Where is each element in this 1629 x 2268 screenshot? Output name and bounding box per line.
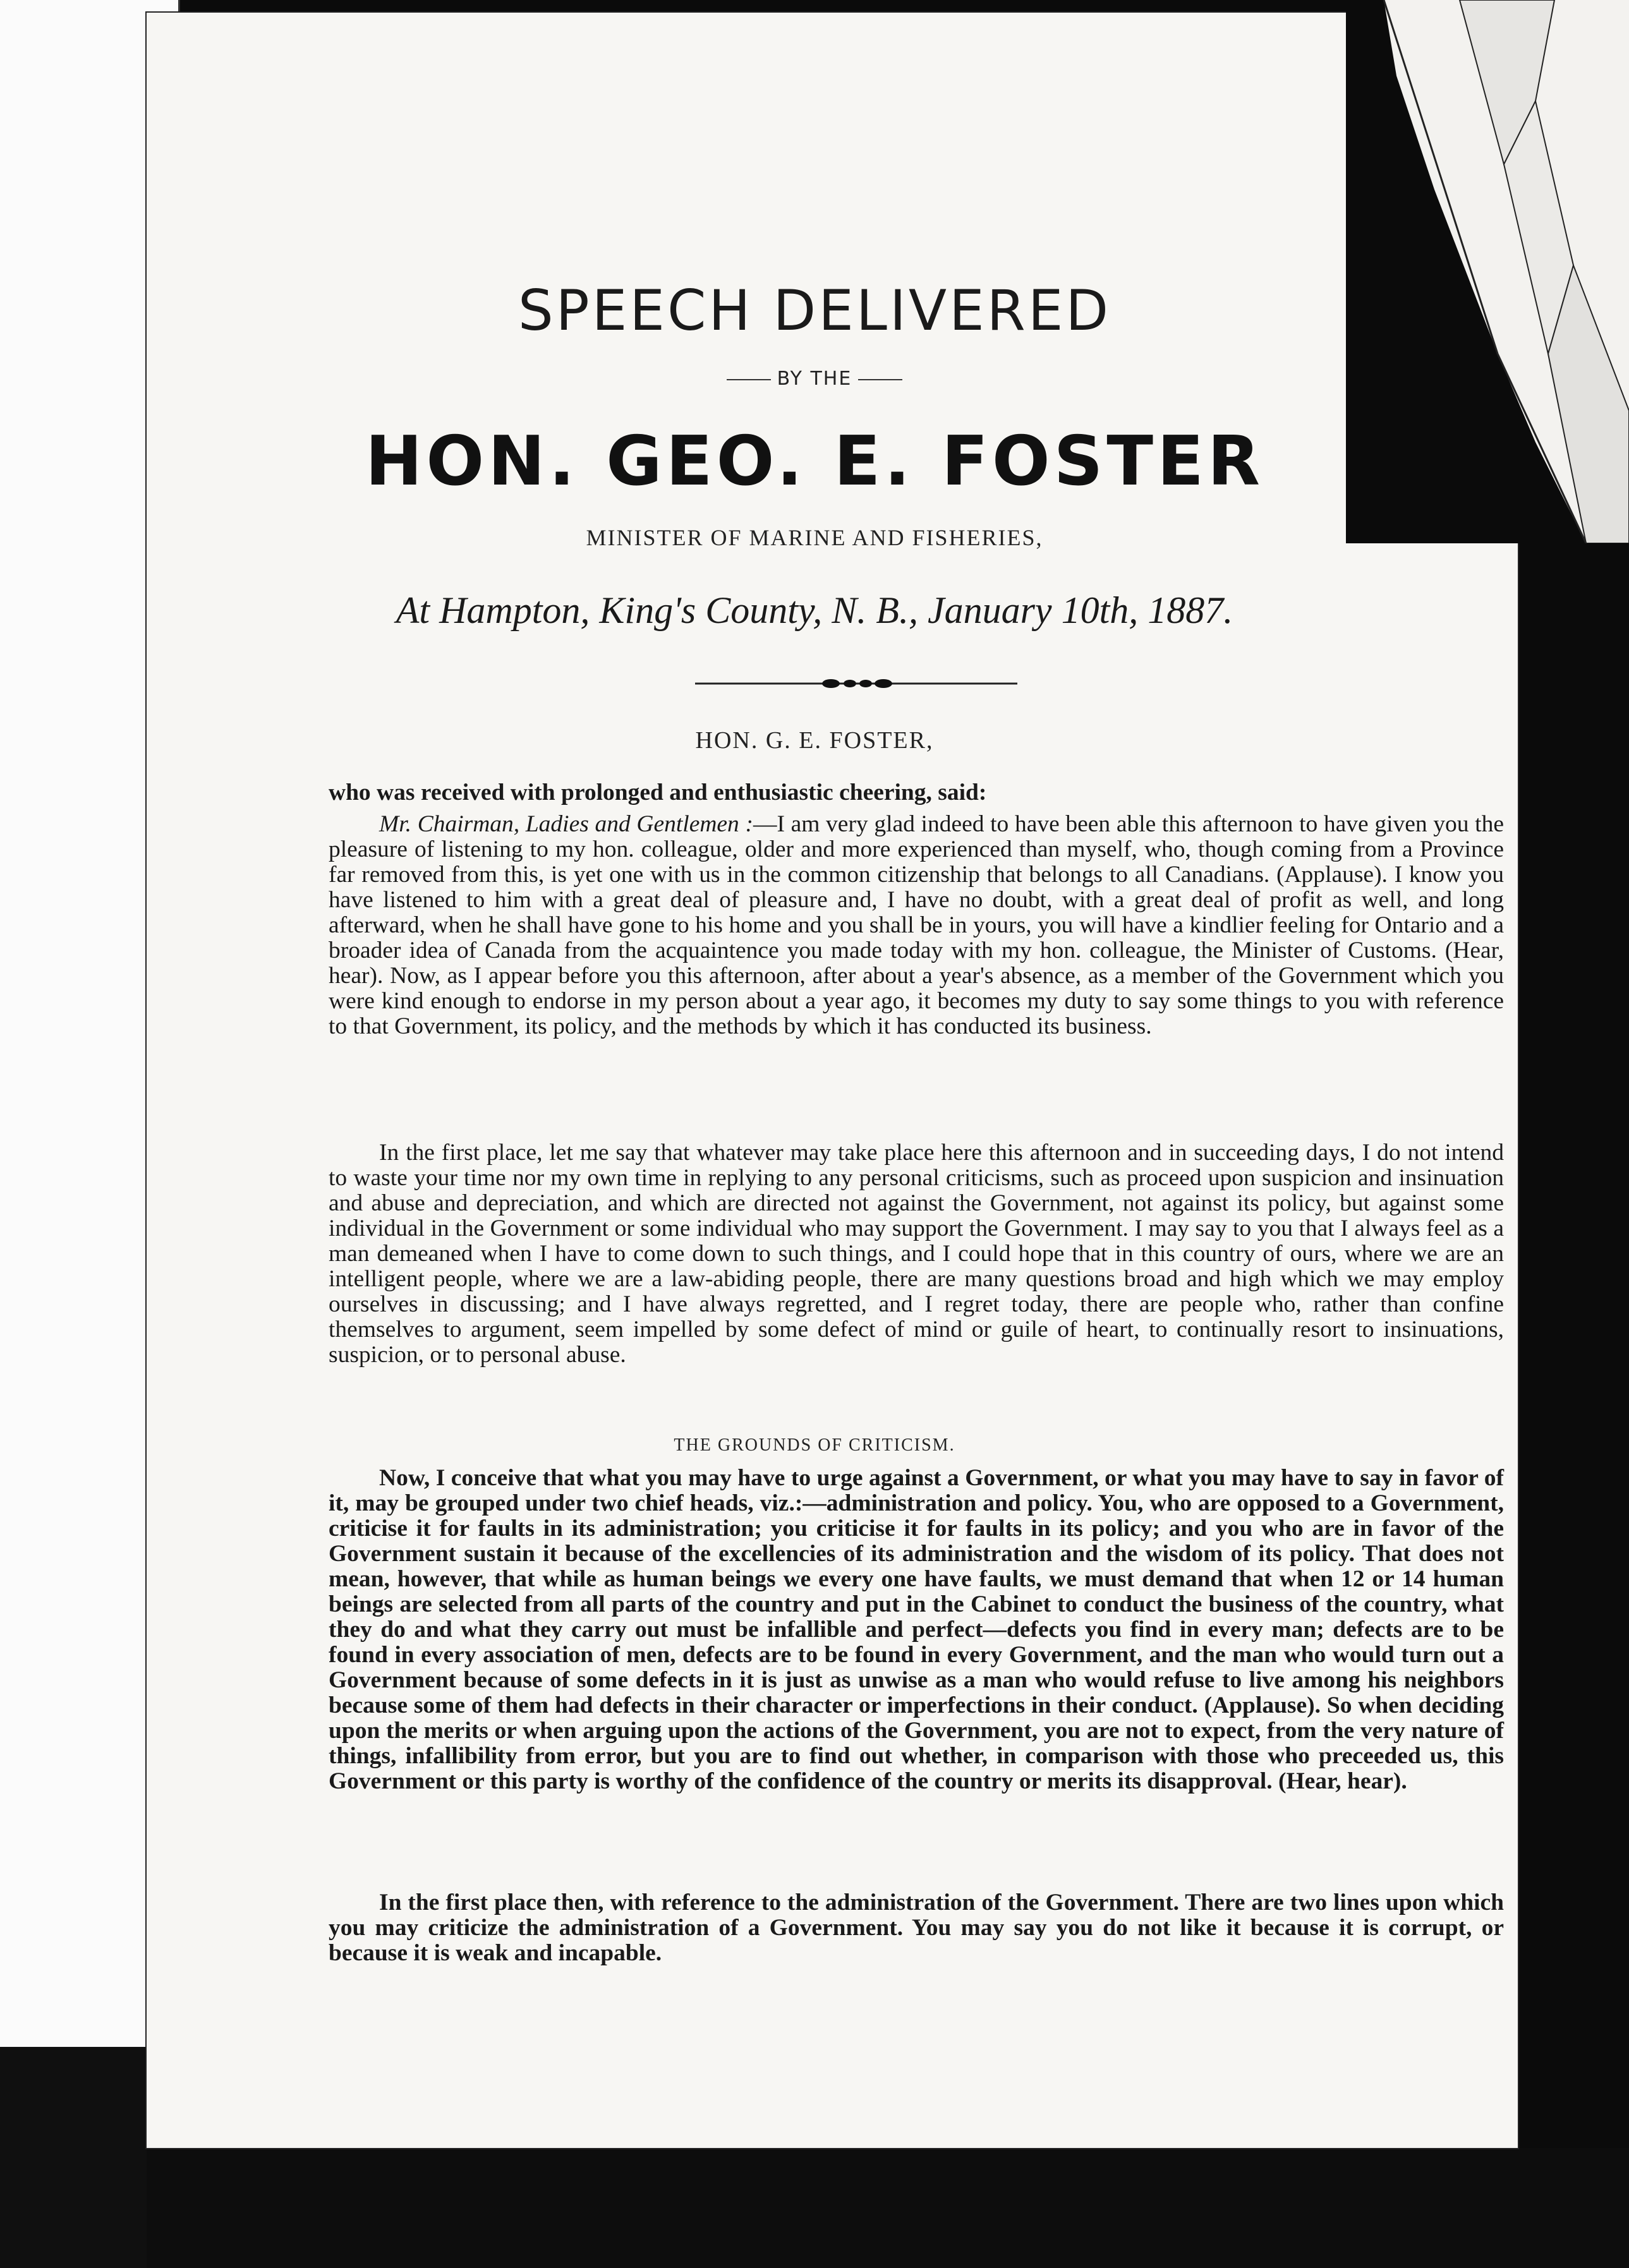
by-line-rule-right [858, 379, 902, 380]
paragraph-4: In the first place then, with reference to the administration of the Government. There are two lines upon which you may criticize the administration of a Government. You may say you do not like it because it is corrupt, or because it is weak and incapable. [329, 1890, 1504, 1966]
speaker-name: HON. GEO. E. FOSTER [365, 422, 1264, 501]
speaker-heading: HON. G. E. FOSTER, [695, 727, 934, 754]
ornament-divider-icon [695, 677, 1017, 690]
by-line-rule-left [727, 379, 771, 380]
document-title: SPEECH DELIVERED [518, 278, 1111, 343]
speech-occasion: At Hampton, King's County, N. B., January 10th, 1887. [396, 589, 1233, 631]
paragraph-3: Now, I conceive that what you may have to urge against a Government, or what you may have to say in favor of it, may be grouped under two chief heads, viz.:—administration and policy. You, who are opposed to a Government, criticise it for faults in its administration; you criticise it for faults in its policy; and you who are in favor of the Government sustain it because of the excellencies of its administration and the wisdom of its policy. That does not mean, however, that while as human beings we every one have faults, we must demand that when 12 or 14 human beings are selected from all parts of the country and put in the Cabinet to conduct the business of the country, what they do and what they carry out must be infallible and perfect—defects you find in every man; defects are to be found in every association of men, defects are to be found in every Government, and the man who would turn out a Government because of some defects in it is just as unwise as a man who would refuse to live among his neighbors because some of them had defects in their character or imperfections in their conduct. (Applause). So when deciding upon the merits or when arguing upon the actions of the Government, you are not to expect, from the very nature of things, infallibility from error, but you are to find out whether, in comparison with those who preceeded us, this Government or this party is worthy of the confidence of the country or merits its disapproval. (Hear, hear). [329, 1465, 1504, 1794]
by-line-text: BY THE [777, 368, 852, 390]
speaker-office: MINISTER OF MARINE AND FISHERIES, [586, 525, 1043, 550]
by-line [0, 368, 1629, 390]
paragraph-1 [329, 812, 1504, 1039]
paragraph-1-text: —I am very glad indeed to have been able this afternoon to have given you the pleasure of listening to my hon. colleague, older and more experienced than myself, who, though coming from a Province far removed from this, is yet one with us in the common citizenship that belongs to all Canadians. (Applause). I know you have listened to him with a great deal of pleasure and, I have no doubt, with a great deal of profit as well, and long afterward, when he shall have gone to his home and you shall be in yours, you will have a kindlier feeling for Ontario and a broader idea of Canada from the acquaintence you made today with my hon. colleague, the Minister of Customs. (Hear, hear). Now, as I appear before you this afternoon, after about a year's absence, as a member of the Government which you were kind enough to endorse in my person about a year ago, it becomes my duty to say some things to you with reference to that Government, its policy, and the methods by which it has conducted its business. [329, 811, 1504, 1039]
intro-line: who was received with prolonged and enthusiastic cheering, said: [329, 780, 987, 805]
salutation: Mr. Chairman, Ladies and Gentlemen : [379, 811, 753, 837]
scan-border-bottom [147, 2148, 1629, 2268]
paragraph-2: In the first place, let me say that whatever may take place here this afternoon and in succeeding days, I do not intend to waste your time nor my own time in replying to any personal criticisms, such as proceed upon suspicion and insinuation and abuse and depreciation, and which are directed not against the Government, not against its policy, but against some individual in the Government or some individual who may support the Government. I may say to you that I always feel as a man demeaned when I have to come down to such things, and I could hope that in this country of ours, where we are an intelligent people, where we are a law-abiding people, there are many questions broad and high which we may employ ourselves in discussing; and I have always regretted, and I regret today, there are people who, rather than confine themselves to argument, seem impelled by some defect of mind or guile of heart, to continually resort to insinuations, suspicion, or to personal abuse. [329, 1140, 1504, 1368]
section-heading: THE GROUNDS OF CRITICISM. [674, 1435, 955, 1455]
